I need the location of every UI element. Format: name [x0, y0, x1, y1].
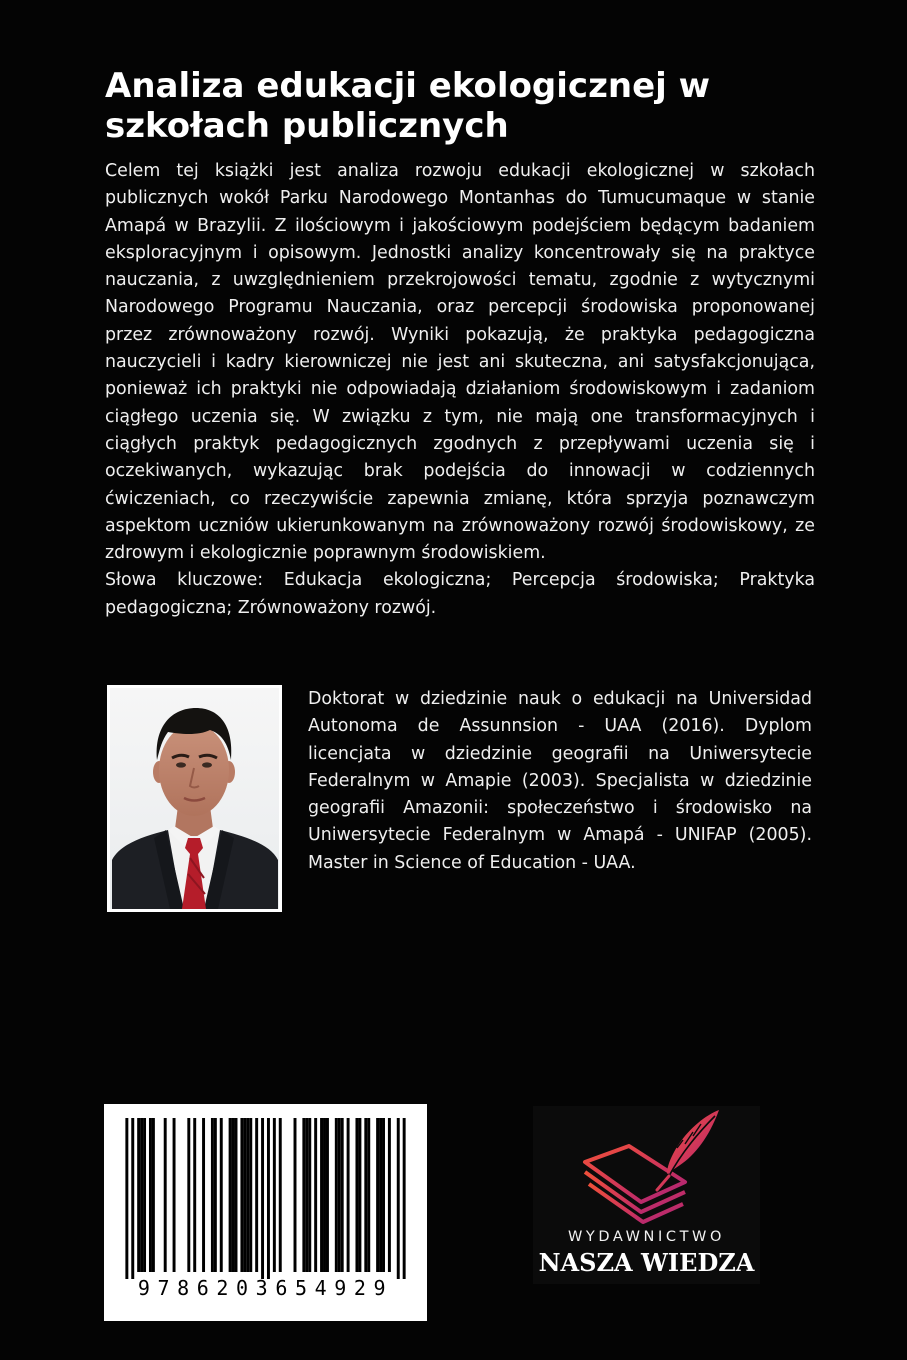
barcode-bar [211, 1118, 214, 1272]
barcode-bar [397, 1118, 400, 1279]
barcode-bar [364, 1118, 367, 1272]
barcode-bar [279, 1118, 282, 1272]
author-bio: Doktorat w dziedzinie nauk o edukacji na Universidad Autonoma de Assunnsion - UAA (2016). Dyplom licencjata w dziedzinie geografii na Uniwersytecie Federalnym w Amapie (2003). Specjalista w dziedzinie geografii Amazonii: społeczeństwo i środowisko na Uniwersytecie Federalnym w Amapá - UNIFAP (2005). Master in Science of Education - UAA. [308, 689, 812, 873]
barcode-bar [235, 1118, 238, 1272]
barcode-bar [376, 1118, 379, 1272]
barcode-bar [335, 1118, 338, 1272]
barcode-bar [255, 1118, 258, 1272]
barcode-bar [125, 1118, 128, 1279]
barcode-bar [355, 1118, 358, 1272]
barcode-bar [294, 1118, 297, 1272]
barcode-bar [220, 1118, 223, 1272]
barcode-bar [173, 1118, 176, 1272]
publisher-logo [533, 1106, 760, 1284]
isbn-barcode [104, 1104, 427, 1321]
barcode-bar [229, 1118, 232, 1272]
barcode-bar [193, 1118, 196, 1272]
barcode-bar [326, 1118, 329, 1272]
barcode-bars [104, 1104, 427, 1279]
barcode-bar [320, 1118, 323, 1272]
barcode-bar [302, 1118, 305, 1272]
barcode-bar [308, 1118, 311, 1272]
barcode-bar [164, 1118, 167, 1272]
barcode-bar [305, 1118, 308, 1272]
publisher-label: WYDAWNICTWO [567, 1229, 726, 1245]
barcode-bar [273, 1118, 276, 1272]
book-description [105, 158, 815, 622]
barcode-bar [338, 1118, 341, 1272]
isbn-number: 9786203654929 [137, 1276, 394, 1300]
author-photo [107, 685, 282, 912]
barcode-bar [187, 1118, 190, 1272]
book-with-quill-icon [533, 1106, 760, 1228]
barcode-bar [379, 1118, 382, 1272]
barcode-bar [382, 1118, 385, 1272]
barcode-bar [347, 1118, 350, 1272]
barcode-bar [367, 1118, 370, 1272]
barcode-bar [232, 1118, 235, 1272]
barcode-bar [152, 1118, 155, 1272]
barcode-bar [267, 1118, 270, 1279]
barcode-bar [202, 1118, 205, 1272]
barcode-bar [149, 1118, 152, 1272]
book-title: Analiza edukacji ekologicznej w szkołach publicznych [105, 66, 711, 146]
barcode-bar [314, 1118, 317, 1272]
barcode-bar [143, 1118, 146, 1272]
barcode-bar [246, 1118, 249, 1272]
barcode-bar [261, 1118, 264, 1279]
barcode-bar [140, 1118, 143, 1272]
abstract-text: Celem tej książki jest analiza rozwoju edukacji ekologicznej w szkołach publicznych wokół Parku Narodowego Montanhas do Tumucumaque w stanie Amapá w Brazylii. Z ilościowym i jakościowym podejściem będącym badaniem eksploracyjnym i opisowym. Jednostki analizy koncentrowały się na praktyce nauczania, z uwzględnieniem przekrojowości tematu, zgodnie z wytycznymi Narodowego Programu Nauczania, oraz percepcji środowiska proponowanej przez zrównoważony rozwój. Wyniki pokazują, że praktyka pedagogiczna nauczycieli i kadry kierowniczej nie jest ani skuteczna, ani satysfakcjonująca, ponieważ ich praktyki nie odpowiadają działaniom środowiskowym i zadaniom ciągłego uczenia się. W związku z tym, nie mają one transformacyjnych i ciągłych praktyk pedagogicznych zgodnych z przepływami uczenia się i oczekiwanych, wykazując brak podejścia do innowacji w codziennych ćwiczeniach, co rzeczywiście zapewnia zmianę, która sprzyja poznawczym aspektom uczniów ukierunkowanym na zrównoważony rozwój środowiskowy, ze zdrowym i ekologicznie poprawnym środowiskiem. [105, 161, 815, 564]
publisher-name: NASZA WIEDZA [538, 1248, 755, 1277]
barcode-bar [341, 1118, 344, 1272]
keywords-text: Słowa kluczowe: Edukacja ekologiczna; Percepcja środowiska; Praktyka pedagogiczna; Zrównoważony rozwój. [105, 570, 815, 618]
barcode-bar [240, 1118, 243, 1272]
barcode-bar [131, 1118, 134, 1279]
barcode-bar [243, 1118, 246, 1272]
barcode-bar [358, 1118, 361, 1272]
barcode-bar [388, 1118, 391, 1272]
barcode-bar [137, 1118, 140, 1272]
barcode-bar [323, 1118, 326, 1272]
barcode-bar [214, 1118, 217, 1272]
barcode-bar [249, 1118, 252, 1272]
author-portrait [110, 688, 279, 909]
barcode-bar [403, 1118, 406, 1279]
